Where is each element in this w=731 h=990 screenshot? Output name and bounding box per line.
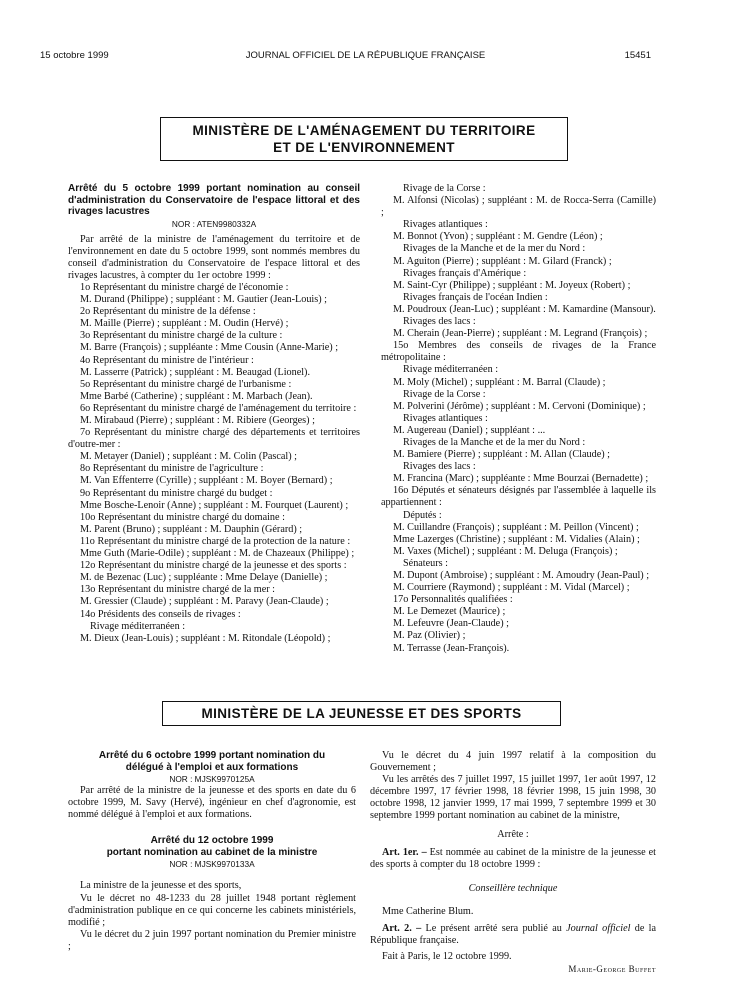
signature: Marie-George Buffet [568,964,656,975]
list-item: Par arrêté de la ministre de l'aménagement du territoire et de l'environnement en date du 5 octobre 1999, sont nommés membres du conseil d'administration du Conservatoire de l'espace littoral et des rivages lacustres, à compter du 1er octobre 1999 : [68,233,360,281]
section1-left-list [68,234,360,645]
list-item: Rivages de la Manche et de la mer du Nord : [403,243,586,255]
list-item: Vu le décret du 2 juin 1997 portant nomination du Premier ministre ; [68,928,356,952]
list-item: M. Le Demezet (Maurice) ; [393,606,506,618]
list-item: Rivage de la Corse : [403,183,486,194]
arrete2-left-list [68,880,356,953]
arrete2-nor: NOR : MJSK9970133A [169,859,255,870]
arrete-word: Arrête : [497,828,529,840]
list-item: M. Barre (François) ; suppléante : Mme Cousin (Anne-Marie) ; [80,342,339,354]
list-item: 7o Représentant du ministre chargé des départements et territoires d'outre-mer : [68,427,360,451]
journal-title: JOURNAL OFFICIEL DE LA RÉPUBLIQUE FRANÇAISE [245,50,486,61]
article-2-journal: Journal officiel [566,923,631,935]
list-item: 15o Membres des conseils de rivages de la France métropolitaine : [381,340,656,364]
list-item: M. Bamiere (Pierre) ; suppléant : M. Allan (Claude) ; [393,449,610,461]
list-item: M. Vaxes (Michel) ; suppléant : M. Deluga (François) ; [393,545,618,557]
list-item: M. Terrasse (Jean-François). [393,642,510,654]
list-item: 10o Représentant du ministre chargé du domaine : [80,511,285,523]
list-item: M. Cherain (Jean-Pierre) ; suppléant : M. Legrand (François) ; [393,328,648,340]
list-item: Rivage méditerranéen : [403,364,499,376]
page-number: 15451 [624,50,651,61]
arrete1-title: Arrêté du 6 octobre 1999 portant nomination du délégué à l'emploi et aux formations [98,750,326,773]
vu-decret-gouvernement: Vu le décret du 4 juin 1997 relatif à la composition du Gouvernement ; [370,750,656,774]
list-item: Vu le décret no 48-1233 du 28 juillet 1948 portant règlement d'administration publique en ce qui concerne les cabinets ministériels, modifié ; [68,892,356,928]
arrete-nor: NOR : ATEN9980332A [171,218,257,229]
list-item: Rivages de la Manche et de la mer du Nord : [403,436,586,448]
list-item: Rivages des lacs : [403,316,476,328]
list-item: M. Lefeuvre (Jean-Claude) ; [393,618,509,630]
list-item: M. Van Effenterre (Cyrille) ; suppléant : M. Boyer (Bernard) ; [80,475,333,487]
list-item: M. Mirabaud (Pierre) ; suppléant : M. Ribiere (Georges) ; [80,415,315,426]
list-item: 1o Représentant du ministre chargé de l'économie : [80,281,289,293]
conseillere-technique-text: Conseillère technique [468,882,558,894]
list-item: M. Cuillandre (François) ; suppléant : M. Peillon (Vincent) ; [393,521,639,533]
article-2-text-before: Le présent arrêté sera publié au [425,923,562,935]
list-item: Rivages des lacs : [403,461,476,473]
list-item: 5o Représentant du ministre chargé de l'urbanisme : [80,378,292,390]
list-item: Députés : [403,509,442,521]
list-item: 6o Représentant du ministre chargé de l'aménagement du territoire : [80,402,357,414]
list-item: Rivage de la Corse : [403,388,486,400]
list-item: Mme Barbé (Catherine) ; suppléant : M. Marbach (Jean). [80,390,313,402]
list-item: 2o Représentant du ministre de la défense : [80,306,256,318]
list-item: Rivages atlantiques : [403,219,488,231]
list-item: M. Alfonsi (Nicolas) ; suppléant : M. de Rocca-Serra (Camille) ; [381,195,656,219]
list-item: 8o Représentant du ministre de l'agriculture : [80,463,264,475]
list-item: M. Durand (Philippe) ; suppléant : M. Gautier (Jean-Louis) ; [80,294,327,306]
article-2-label: Art. 2. – [382,923,422,935]
list-item: M. Polverini (Jérôme) ; suppléant : M. Cervoni (Dominique) ; [393,400,646,412]
section1-right-list [381,183,656,655]
list-item: 16o Députés et sénateurs désignés par l'assemblée à laquelle ils appartiennent : [381,485,656,509]
list-item: M. Dupont (Ambroise) ; suppléant : M. Amoudry (Jean-Paul) ; [393,570,650,581]
list-item: M. Gressier (Claude) ; suppléant : M. Paravy (Jean-Claude) ; [80,596,329,608]
article-2-text-after: de la République française. [370,923,657,947]
vu-arretes: Vu les arrêtés des 7 juillet 1997, 15 juillet 1997, 1er août 1997, 12 décembre 1997, 17 février 1998, 18 février 1998, 15 juin 1998, 30 octobre 1998, 12 janvier 1999, 17 mai 1999, 7 septembre 1999 et 30 septembre 1999 portant nomination au cabinet de la ministre, [370,774,656,822]
list-item: Sénateurs : [403,557,448,569]
section2-left-column [68,750,356,953]
list-item: M. Dieux (Jean-Louis) ; suppléant : M. Ritondale (Léopold) ; [80,632,331,644]
ministry-title-line1: MINISTÈRE DE L'AMÉNAGEMENT DU TERRITOIRE [192,123,536,138]
list-item: 9o Représentant du ministre chargé du budget : [80,487,273,499]
header-date: 15 octobre 1999 [40,50,109,61]
article-1-label: Art. 1er. – [382,846,427,858]
list-item: 14o Présidents des conseils de rivages : [80,608,241,620]
list-item: M. Paz (Olivier) ; [393,630,466,642]
list-item: M. Courriere (Raymond) ; suppléant : M. Vidal (Marcel) ; [393,582,630,594]
article-1-text: Est nommée au cabinet de la ministre de la jeunesse et des sports à compter du 18 octobre 1999 : [370,846,656,870]
ministry-title-jeunesse-text: MINISTÈRE DE LA JEUNESSE ET DES SPORTS [201,706,522,721]
arrete-title: Arrêté du 5 octobre 1999 portant nomination au conseil d'administration du Conservatoire de l'espace littoral et des rivages lacustres [68,183,360,217]
list-item: 13o Représentant du ministre chargé de la mer : [80,584,276,596]
list-item: M. Poudroux (Jean-Luc) ; suppléant : M. Kamardine (Mansour). [393,303,656,315]
list-item: 4o Représentant du ministre de l'intérieur : [80,354,254,366]
list-item: M. Saint-Cyr (Philippe) ; suppléant : M. Joyeux (Robert) ; [393,279,631,291]
arrete1-nor: NOR : MJSK9970125A [169,774,255,784]
list-item: Mme Bosche-Lenoir (Anne) ; suppléant : M. Fourquet (Laurent) ; [80,499,349,511]
section1-left-column [68,183,360,645]
ministry-title-amenagement [160,117,568,161]
list-item: M. Maille (Pierre) ; suppléant : M. Oudin (Hervé) ; [80,318,289,330]
list-item: Mme Guth (Marie-Odile) ; suppléant : M. de Chazeaux (Philippe) ; [80,548,355,560]
list-item: 11o Représentant du ministre chargé de la protection de la nature : [80,535,351,547]
ministry-title-jeunesse [162,701,561,726]
list-item: M. Bonnot (Yvon) ; suppléant : M. Gendre (Léon) ; [393,231,603,243]
list-item: M. Parent (Bruno) ; suppléant : M. Dauphin (Gérard) ; [80,523,303,535]
list-item: 17o Personnalités qualifiées : [393,594,513,606]
nominee: Mme Catherine Blum. [382,905,474,917]
list-item: 12o Représentant du ministre chargé de la jeunesse et des sports : [80,560,347,572]
ministry-title-line2: ET DE L'ENVIRONNEMENT [273,140,455,155]
arrete2-title-line1: Arrêté du 12 octobre 1999 [150,835,274,847]
article-1 [370,847,656,871]
list-item: M. Francina (Marc) ; suppléante : Mme Bourzai (Bernadette) ; [393,473,649,485]
list-item: Rivages atlantiques : [403,412,488,424]
list-item: Mme Lazerges (Christine) ; suppléant : M. Vidalies (Alain) ; [393,533,640,545]
conseillere-technique [370,883,656,895]
article-2 [370,923,656,947]
list-item: M. de Bezenac (Luc) ; suppléante : Mme Delaye (Danielle) ; [80,572,328,584]
list-item: M. Aguiton (Pierre) ; suppléant : M. Gilard (Franck) ; [393,255,612,267]
section2-right-column [370,750,656,975]
list-item: La ministre de la jeunesse et des sports, [80,880,242,892]
fait-a-paris: Fait à Paris, le 12 octobre 1999. [382,951,512,963]
list-item: M. Metayer (Daniel) ; suppléant : M. Colin (Pascal) ; [80,451,298,463]
list-item: 3o Représentant du ministre chargé de la culture : [80,330,283,342]
list-item: M. Augereau (Daniel) ; suppléant : ... [393,424,546,436]
list-item: Rivages français d'Amérique : [403,267,527,279]
arrete2-title-line2: portant nomination au cabinet de la ministre [106,846,318,858]
list-item: M. Lasserre (Patrick) ; suppléant : M. Beaugad (Lionel). [80,366,310,378]
arrete1-text: Par arrêté de la ministre de la jeunesse et des sports en date du 6 octobre 1999, M. Savy (Hervé), ingénieur en chef d'agronomie, est nommé délégué à l'emploi et aux formations. [68,785,356,821]
list-item: Rivages français de l'océan Indien : [403,291,548,303]
list-item: M. Moly (Michel) ; suppléant : M. Barral (Claude) ; [393,376,606,388]
section1-right-column [381,183,656,655]
list-item: Rivage méditerranéen : [90,620,186,632]
